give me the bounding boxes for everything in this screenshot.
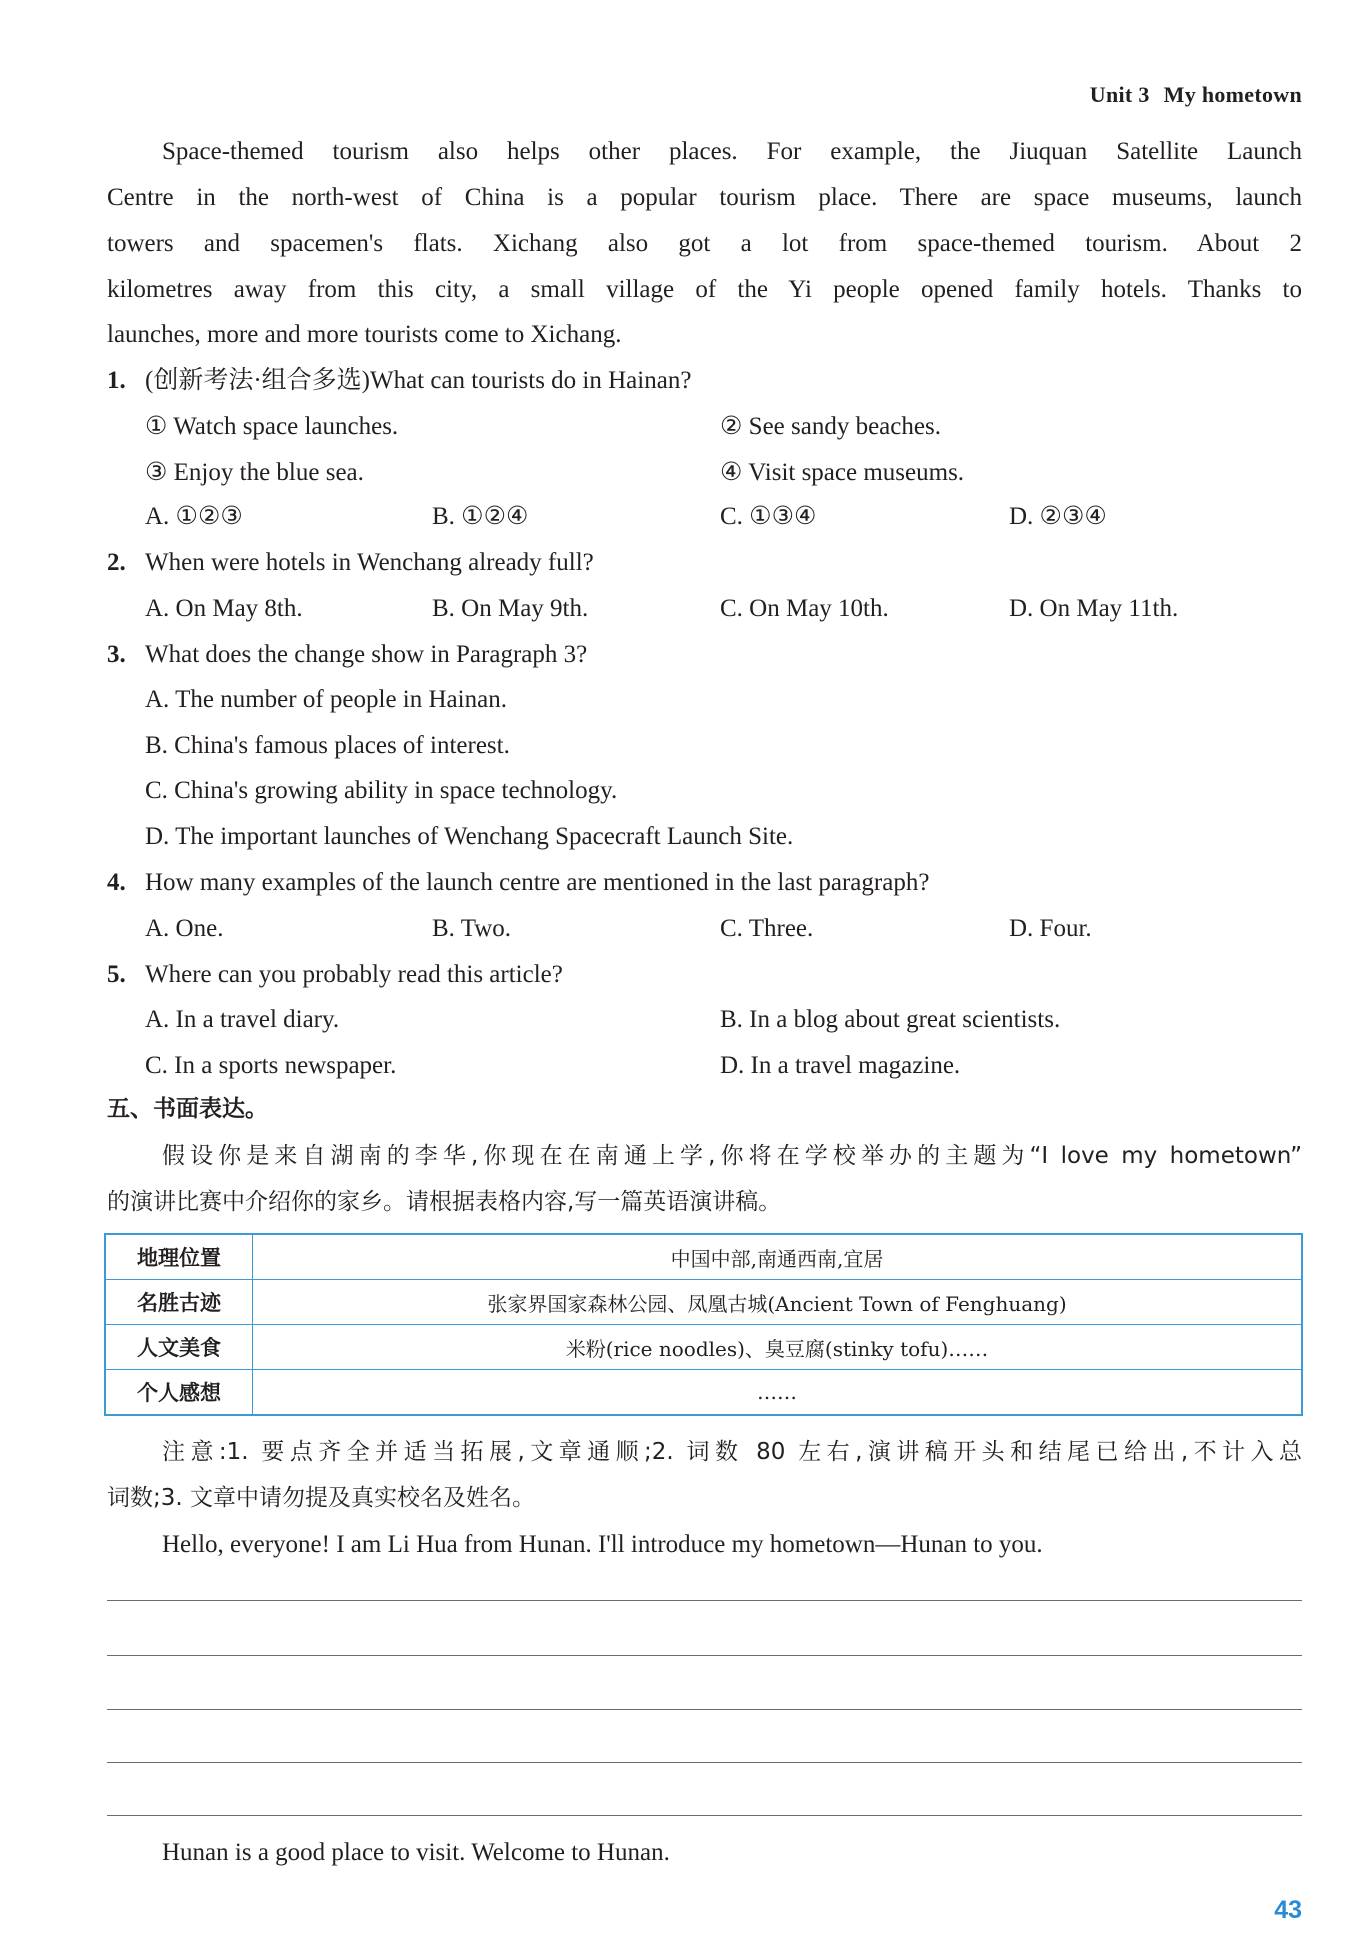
question-text: (创新考法·组合多选)What can tourists do in Hainan? [145,367,692,394]
table-key: 地理位置 [105,1234,253,1280]
writing-line[interactable] [107,1709,1302,1710]
option-c: C. On May 10th. [720,595,889,622]
table-value: 张家界国家森林公园、凤凰古城(Ancient Town of Fenghuang) [253,1280,1303,1325]
option-d: D. The important launches of Wenchang Spacecraft Launch Site. [145,823,794,850]
question-1 [107,366,126,396]
option-a: A. The number of people in Hainan. [145,686,507,713]
writing-line[interactable] [107,1815,1302,1816]
question-text: When were hotels in Wenchang already full? [145,549,594,576]
passage-line: Centre in the north-west of China is a popular tourism place. There are space museums, launch [107,184,1302,211]
option-b: B. China's famous places of interest. [145,732,510,759]
option-a: A. On May 8th. [145,595,303,622]
option-a: A. In a travel diary. [145,1006,340,1033]
option-c: C. Three. [720,915,814,942]
prompt-line: 假设你是来自湖南的李华,你现在在南通上学,你将在学校举办的主题为“I love my hometown” [162,1143,1302,1169]
question-text: What does the change show in Paragraph 3? [145,641,588,668]
option-b: B. On May 9th. [432,595,589,622]
question-number: 4. [107,869,126,896]
page-number: 43 [1274,1896,1302,1924]
option-c: C. In a sports newspaper. [145,1052,397,1079]
question-text: How many examples of the launch centre are mentioned in the last paragraph? [145,869,930,896]
speech-closing: Hunan is a good place to visit. Welcome to Hunan. [162,1839,670,1866]
notes-line: 词数;3. 文章中请勿提及真实校名及姓名。 [107,1485,536,1511]
speech-opening: Hello, everyone! I am Li Hua from Hunan. I'll introduce my hometown—Hunan to you. [162,1531,1043,1558]
notes-line: 注意:1. 要点齐全并适当拓展,文章通顺;2. 词数 80 左右,演讲稿开头和结尾已给出,不计入总 [162,1439,1302,1465]
table-key: 个人感想 [105,1370,253,1416]
list-item: ④ Visit space museums. [720,459,965,486]
writing-line[interactable] [107,1600,1302,1601]
table-value: 中国中部,南通西南,宜居 [253,1234,1303,1280]
unit-title: My hometown [1163,82,1302,107]
question-number: 3. [107,641,126,668]
option-a: A. ①②③ [145,503,243,530]
table-row [105,1325,1302,1370]
option-d: D. Four. [1009,915,1092,942]
prompt-line: 的演讲比赛中介绍你的家乡。请根据表格内容,写一篇英语演讲稿。 [107,1189,782,1215]
passage-line: kilometres away from this city, a small village of the Yi people opened family hotels. Thanks to [107,276,1302,303]
question-number: 2. [107,549,126,576]
option-a: A. One. [145,915,224,942]
table-row [105,1370,1302,1416]
question-5 [107,960,126,990]
option-d: D. In a travel magazine. [720,1052,961,1079]
passage-line: Space-themed tourism also helps other places. For example, the Jiuquan Satellite Launch [162,138,1302,165]
question-number: 1. [107,367,126,394]
table-row [105,1234,1302,1280]
question-2 [107,548,126,578]
table-key: 名胜古迹 [105,1280,253,1325]
option-b: B. Two. [432,915,512,942]
question-4 [107,868,126,898]
passage-line: towers and spacemen's flats. Xichang also got a lot from space-themed tourism. About 2 [107,230,1302,257]
list-item: ① Watch space launches. [145,413,399,440]
question-number: 5. [107,961,126,988]
option-d: D. ②③④ [1009,503,1107,530]
writing-line[interactable] [107,1655,1302,1656]
list-item: ② See sandy beaches. [720,413,941,440]
table-key: 人文美食 [105,1325,253,1370]
info-table [104,1233,1303,1416]
question-3 [107,640,126,670]
unit-label: Unit 3 [1089,82,1150,107]
question-text: Where can you probably read this article? [145,961,563,988]
writing-line[interactable] [107,1762,1302,1763]
section-title: 五、书面表达。 [107,1096,268,1122]
table-value: …… [253,1370,1303,1416]
page-header [1090,82,1302,108]
passage-line: launches, more and more tourists come to Xichang. [107,321,622,348]
option-b: B. In a blog about great scientists. [720,1006,1061,1033]
option-c: C. China's growing ability in space technology. [145,777,618,804]
option-b: B. ①②④ [432,503,529,530]
table-row [105,1280,1302,1325]
option-d: D. On May 11th. [1009,595,1179,622]
table-value: 米粉(rice noodles)、臭豆腐(stinky tofu)…… [253,1325,1303,1370]
option-c: C. ①③④ [720,503,817,530]
list-item: ③ Enjoy the blue sea. [145,459,364,486]
